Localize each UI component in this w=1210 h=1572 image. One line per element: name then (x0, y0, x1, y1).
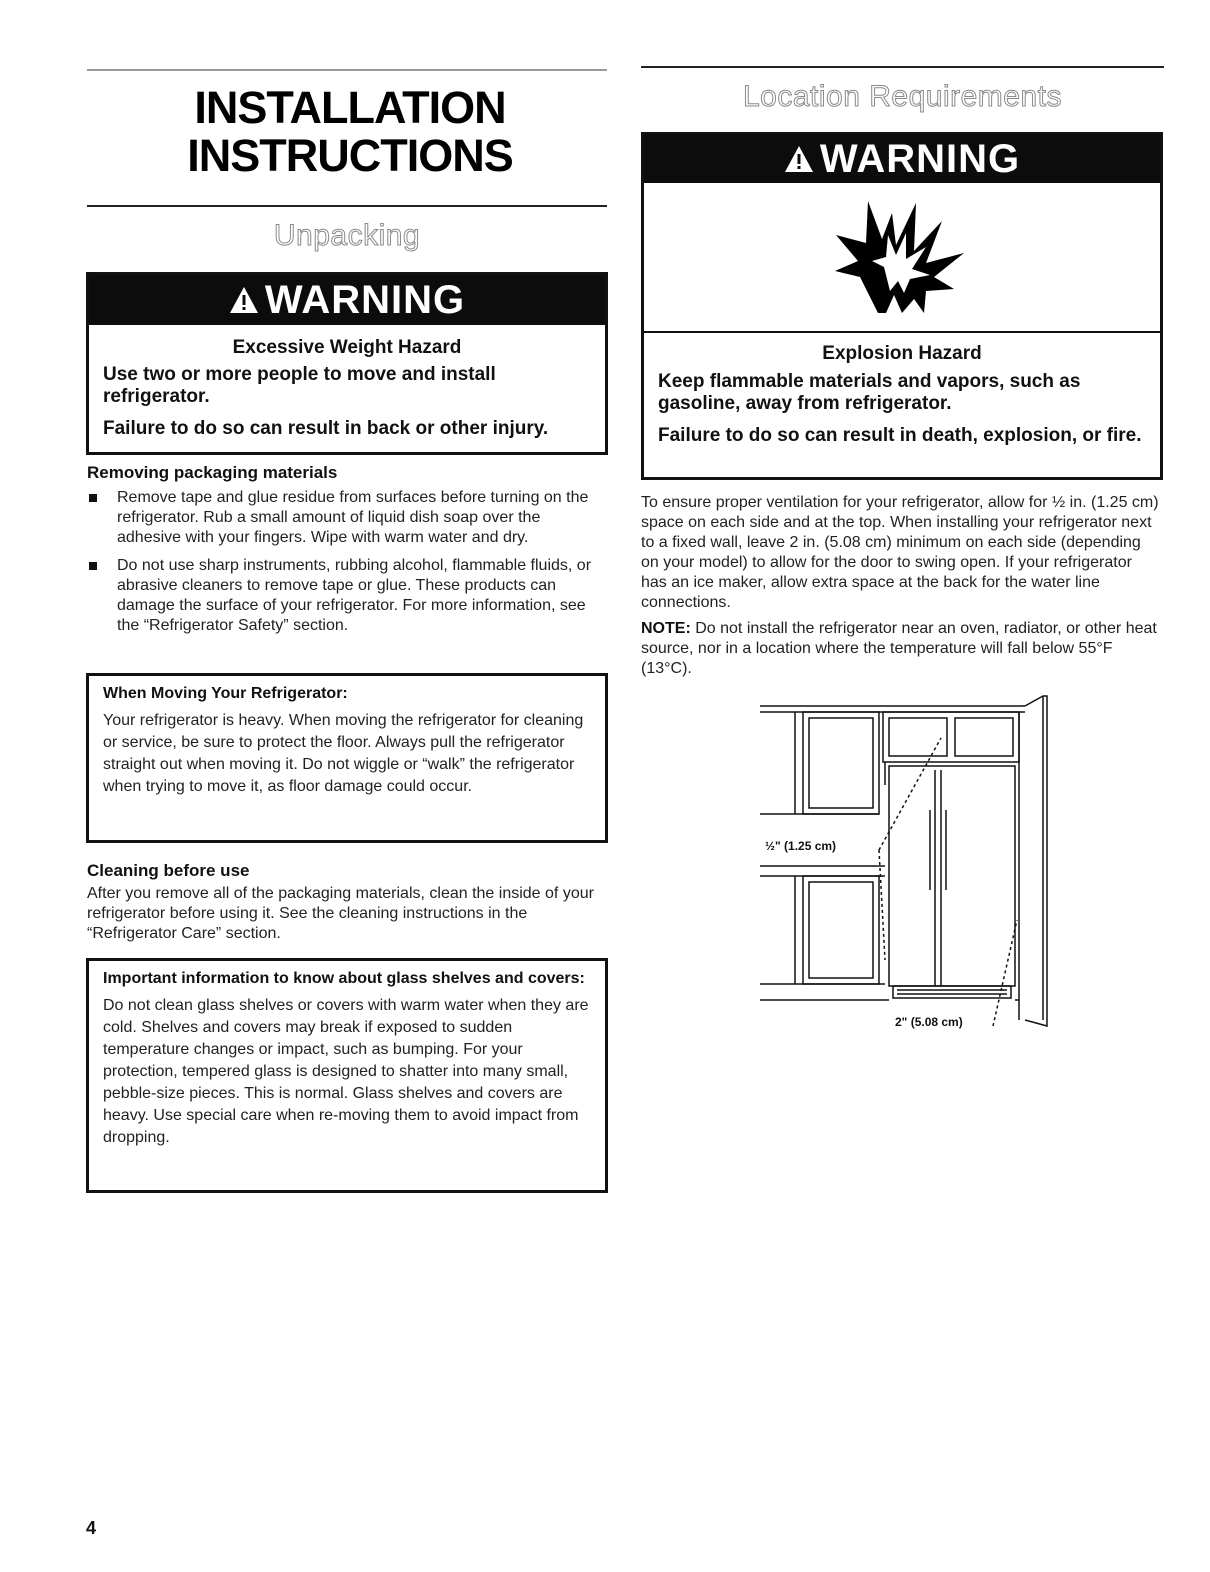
list-item: Remove tape and glue residue from surfaces before turning on the refrigerator. Rub a small amount of liquid dish soap over the adhesive with your fingers. Wipe with warm water and dry. (87, 488, 597, 548)
top-rule-right (641, 66, 1164, 68)
half-inch-label: ½" (1.25 cm) (765, 839, 837, 853)
warning-header (89, 275, 605, 325)
note-label: NOTE: (641, 620, 691, 637)
moving-box-text: Your refrigerator is heavy. When moving the refrigerator for cleaning or service, be sure to protect the floor. Always pull the refrigerator straight out when moving it. Do not wiggle or “walk” the refrigerator when trying to move it, as floor damage could occur. (103, 712, 584, 795)
cleaning-text: After you remove all of the packaging materials, clean the inside of your refrigerator before using it. See the cleaning instructions in the “Refrigerator Care” section. (87, 885, 594, 942)
warning-body (644, 343, 1160, 447)
refrigerator-clearance-diagram (755, 690, 1055, 1030)
note-text: Do not install the refrigerator near an oven, radiator, or other heat source, nor in a location where the temperature will fall below 55°F (13°C). (641, 620, 1157, 677)
warning-body (89, 337, 605, 440)
unpacking-title: Unpacking (273, 219, 421, 252)
section-rule (87, 205, 607, 207)
warning-label: WARNING (819, 136, 1021, 181)
removing-heading: Removing packaging materials (87, 463, 338, 482)
glass-info-box (86, 958, 608, 1193)
warning-header (644, 135, 1160, 183)
hazard-title: Excessive Weight Hazard (232, 337, 462, 358)
moving-info-box (86, 673, 608, 843)
hazard-title: Explosion Hazard (822, 343, 982, 364)
explosion-symbol-area (644, 183, 1160, 333)
note-paragraph (641, 619, 1161, 679)
list-item: Do not use sharp instruments, rubbing alcohol, flammable fluids, or abrasive cleaners to remove tape or glue. These products can damage the surface of your refrigerator. For more information, see the “Refrigerator Safety” section. (87, 556, 597, 636)
warning-consequence: Failure to do so can result in back or other injury. (103, 418, 549, 439)
two-inch-label: 2" (5.08 cm) (895, 1015, 963, 1029)
title-line-1: INSTALLATION (194, 82, 506, 133)
explosion-warning-box (641, 132, 1163, 480)
glass-box-title: Important information to know about glass shelves and covers: (103, 970, 585, 987)
removing-list (87, 488, 597, 644)
title-line-2: INSTRUCTIONS (187, 130, 513, 181)
glass-box-text: Do not clean glass shelves or covers with warm water when they are cold. Shelves and covers may break if exposed to sudden temperature changes or impact, such as bumping. For your protection, tempered glass is designed to shatter into many small, pebble-size pieces. This is normal. Glass shelves and covers are heavy. Use special care when re-moving them to avoid impact from dropping. (103, 997, 589, 1146)
warning-instruction: Use two or more people to move and install refrigerator. (103, 364, 496, 407)
warning-consequence: Failure to do so can result in death, explosion, or fire. (658, 425, 1142, 446)
warning-label: WARNING (264, 277, 466, 322)
page-title (170, 84, 530, 180)
top-rule-left (87, 69, 607, 71)
cleaning-heading: Cleaning before use (87, 861, 250, 880)
page-number: 4 (86, 1518, 97, 1538)
ventilation-paragraph: To ensure proper ventilation for your refrigerator, allow for ½ in. (1.25 cm) space on each side and at the top. When installing your refrigerator next to a fixed wall, leave 2 in. (5.08 cm) minimum on each side (depending on your model) to allow for the door to swing open. If your refrigerator has an ice maker, allow extra space at the back for the water line connections. (641, 494, 1159, 611)
warning-triangle-icon (229, 286, 259, 314)
weight-warning-box (86, 272, 608, 455)
warning-triangle-icon (784, 145, 814, 173)
explosion-icon (830, 195, 970, 315)
warning-instruction: Keep flammable materials and vapors, such as gasoline, away from refrigerator. (658, 371, 1081, 414)
location-title: Location Requirements (742, 80, 1062, 113)
moving-box-title: When Moving Your Refrigerator: (103, 685, 348, 702)
